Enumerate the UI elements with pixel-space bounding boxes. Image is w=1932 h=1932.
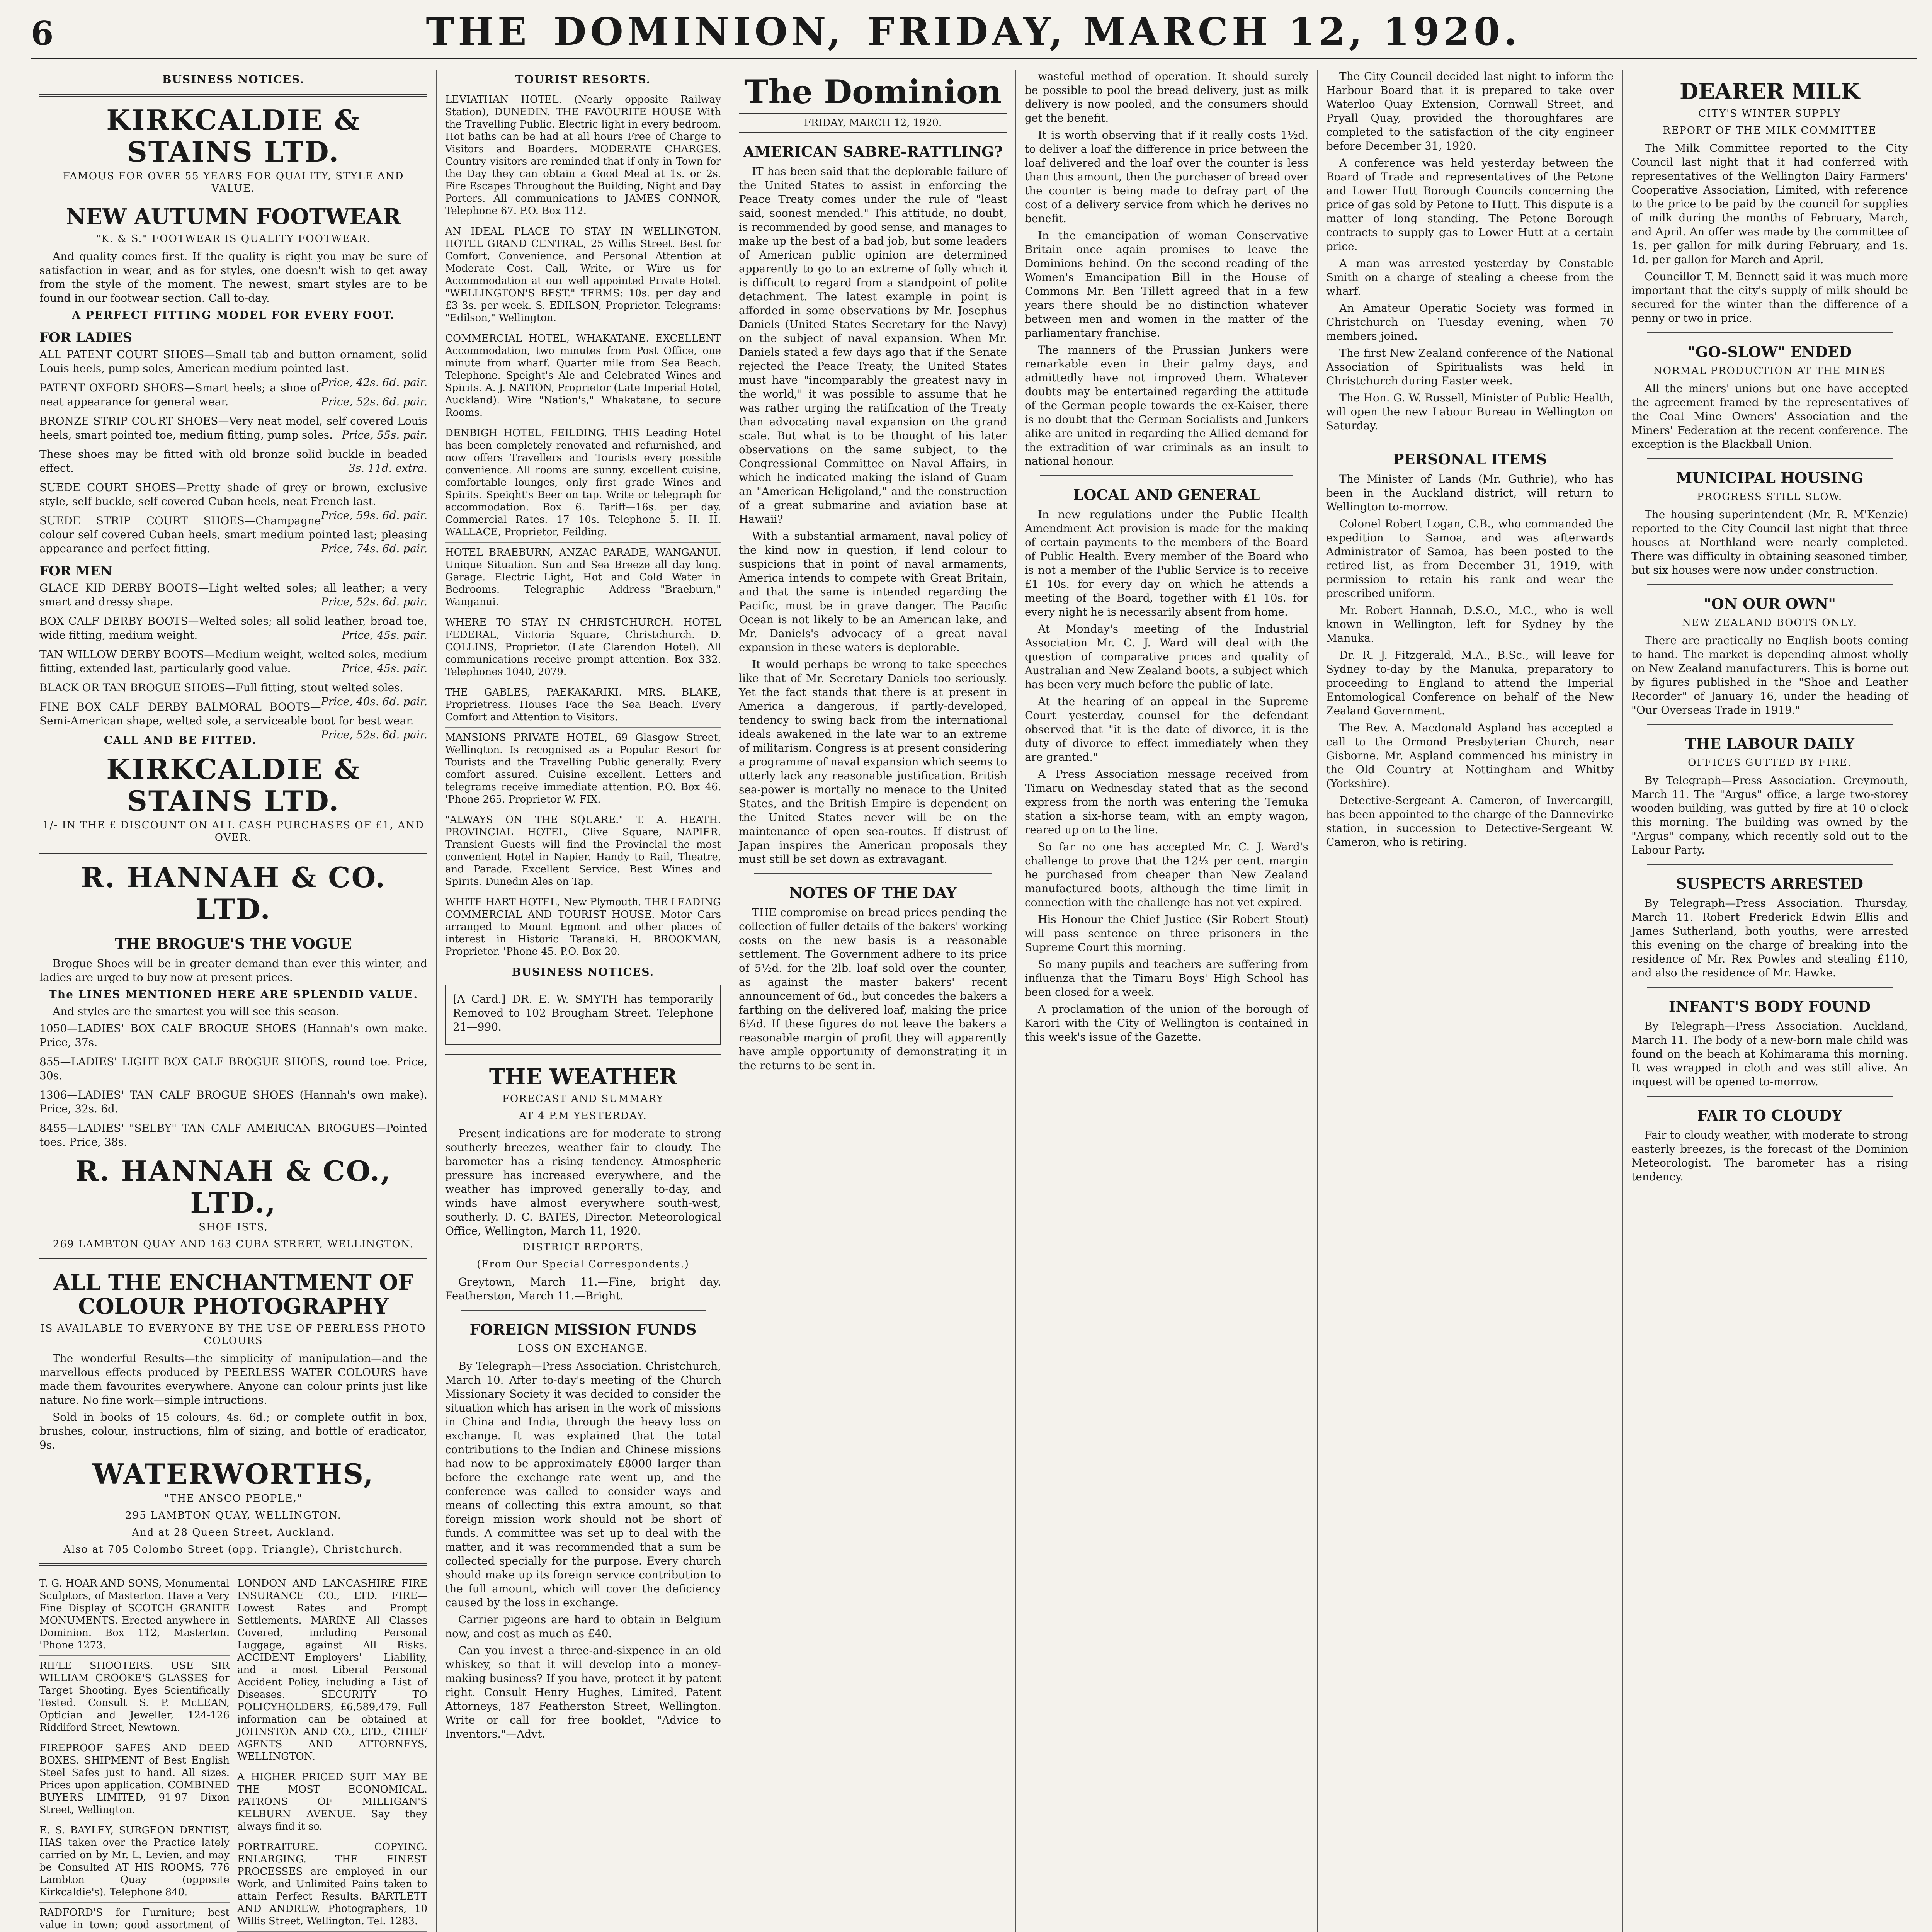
- ad-waterworths-addr1: 295 LAMBTON QUAY, WELLINGTON.: [125, 1510, 342, 1521]
- ladies-item-price: 3s. 11d. extra.: [349, 462, 427, 474]
- ad-photo-sold: Sold in books of 15 colours, 4s. 6d.; or complete outfit in box, brushes, colour, instructions, film of sizing, and bottle of eradicator, 9s.: [39, 1411, 427, 1451]
- local-paragraph: So far no one has accepted Mr. C. J. Ward's challenge to prove that the 12½ per cent. margin he purchased from cheaper than New Zealand manufactured boots, although the time limit in connection with the challenge has not yet expired.: [1025, 840, 1308, 909]
- notes-body: [739, 906, 1007, 1073]
- small-ad: [237, 1767, 427, 1837]
- tourist-ad: [445, 90, 721, 221]
- ad-kirkcaldie-title: KIRKCALDIE & STAINS LTD.: [106, 104, 361, 168]
- tourist-ad-text: THE GABLES, PAEKAKARIKI. MRS. BLAKE, Proprietress. Houses Face the Sea Beach. Every Comfort and Attention to Visitors.: [445, 687, 721, 723]
- men-item-text: BLACK OR TAN BROGUE SHOES—Full fitting, stout welted soles.: [39, 681, 403, 694]
- masthead-date: FRIDAY, MARCH 12, 1920.: [867, 10, 1521, 54]
- ladies-item-text: ALL PATENT COURT SHOES—Small tab and button ornament, solid Louis heels, pump soles, American medium pointed last.: [39, 348, 427, 375]
- news-body: [1326, 70, 1614, 433]
- ad-hannah-foot-sub: SHOE ISTS,: [199, 1221, 268, 1233]
- fair-body: Fair to cloudy weather, with moderate to strong easterly breezes, is the forecast of the Dominion Meteorologist. The barometer has a rising tendency.: [1631, 1129, 1908, 1183]
- small-ad-text: RADFORD'S for Furniture; best value in town; good assortment of: [39, 1907, 230, 1931]
- ad-waterworths-addr2: And at 28 Queen Street, Auckland.: [132, 1527, 335, 1538]
- ad-kirkcaldie-perfect: A PERFECT FITTING MODEL FOR EVERY FOOT.: [72, 309, 395, 321]
- ad-photo-title: ALL THE ENCHANTMENT OF COLOUR PHOTOGRAPHY: [53, 1270, 413, 1319]
- paper-dateline: FRIDAY, MARCH 12, 1920.: [739, 113, 1007, 133]
- hannah-item: 1306—LADIES' TAN CALF BROGUE SHOES (Hannah's own make). Price, 32s. 6d.: [39, 1088, 427, 1115]
- men-item-price: Price, 52s. 6d. pair.: [321, 595, 427, 608]
- ad-hannah-title: R. HANNAH & CO. LTD.: [80, 861, 386, 925]
- tourist-ad-text: WHITE HART HOTEL, New Plymouth. THE LEADING COMMERCIAL AND TOURIST HOUSE. Motor Cars arranged to Mount Egmont and other places of interest in Historic Taranaki. H. BROOKMAN, Proprietor. 'Phone 45. P.O. Box 20.: [445, 896, 721, 957]
- ladies-item-text: SUEDE STRIP COURT SHOES—Champagne colour self covered Cuban heels, smart medium pointed last; pleasing appearance and perfect fitting.: [39, 514, 427, 555]
- ad-hannah-foot-title: R. HANNAH & CO., LTD.,: [75, 1155, 392, 1219]
- paper-title: The Dominion: [744, 73, 1002, 111]
- milk-paragraph: Councillor T. M. Bennett said it was much more important that the city's supply of milk should be secured for the winter than the difference of a penny or two in price.: [1631, 270, 1908, 325]
- milk-title: DEARER MILK: [1679, 79, 1860, 104]
- masthead-the: THE: [426, 10, 531, 54]
- small-ad: [39, 1903, 230, 1932]
- own-body: There are practically no English boots coming to hand. The market is depending almost wholly on New Zealand manufacturers. This is borne out by figures published in the "Shoe and Leather Recorder" of January 16, under the heading of "Our Overseas Trade in 1919.": [1631, 634, 1908, 716]
- ladies-item-text: These shoes may be fitted with old bronze solid buckle in beaded effect.: [39, 448, 427, 474]
- men-item-price: Price, 45s. pair.: [342, 662, 427, 675]
- tourist-ad-text: COMMERCIAL HOTEL, WHAKATANE. EXCELLENT Accommodation, two minutes from Post Office, one minute from wharf. Quarter mile from Sea Beach. Telephone. Speight's Ale and Celebrated Wines and Spirits. A. J. NATION, Proprietor (Late Imperial Hotel, Auckland). Wire "Nation's," Whakatane, to secure Rooms.: [445, 333, 721, 418]
- ad-waterworths-addr3: Also at 705 Colombo Street (opp. Triangle), Christchurch.: [63, 1544, 403, 1555]
- ladies-item-price: Price, 59s. 6d. pair.: [321, 509, 427, 522]
- editorial-paragraph: It would perhaps be wrong to take speeches like that of Mr. Secretary Daniels too seriously. Yet the fact stands that there is at present in America a dangerous, if partly-developed, tendency to swing back from the international ideals awakened in the late war to an extreme of militarism. Congress is at present considering a programme of naval expansion which seems to utterly lack any reasonable justification. British sea-power is mortally no menace to the United States, and the British Empire is dependent on the United States never will be on the maintenance of open sea-routes. If distrust of Japan inspires the American proposals they must still be set down as extravagant.: [739, 658, 1007, 866]
- news-paragraph: The City Council decided last night to inform the Harbour Board that it is prepared to take over Waterloo Quay Extension, Cornwall Street, and Pryall Quay, provided the thoroughfares are completed to the satisfaction of the city engineer before December 31, 1920.: [1326, 70, 1614, 152]
- milk-sub: CITY'S WINTER SUPPLY: [1698, 108, 1841, 119]
- small-ads-grid: [39, 1573, 427, 1932]
- ladies-head: FOR LADIES: [39, 330, 132, 345]
- ladies-list: [39, 348, 427, 556]
- business-label-2: BUSINESS NOTICES.: [512, 966, 655, 978]
- card-ad: [445, 985, 721, 1045]
- personal-body: [1326, 472, 1614, 849]
- local-paragraph: At Monday's meeting of the Industrial Association Mr. C. J. Ward will deal with the question of comparative prices and quality of Australian and New Zealand boots, a subject which has been very much before the public of late.: [1025, 622, 1308, 691]
- hannah-item: 855—LADIES' LIGHT BOX CALF BROGUE SHOES, round toe. Price, 30s.: [39, 1055, 427, 1082]
- ladies-item-text: SUEDE COURT SHOES—Pretty shade of grey or brown, exclusive style, self buckle, self covered Cuban heels, neat French last.: [39, 481, 427, 508]
- personal-paragraph: Mr. Robert Hannah, D.S.O., M.C., who is well known in Wellington, left for Sydney by the Manuka.: [1326, 604, 1614, 645]
- local-head: LOCAL AND GENERAL: [1073, 486, 1260, 503]
- news-paragraph: A man was arrested yesterday by Constable Smith on a charge of stealing a cheese from the wharf.: [1326, 257, 1614, 298]
- labour-body: By Telegraph—Press Association. Greymouth, March 11. The "Argus" office, a large two-storey wooden building, was gutted by fire at 10 o'clock this morning. The building was owned by the "Argus" company, which recently sold out to the Labour Party.: [1631, 774, 1908, 856]
- weather-time: AT 4 P.M YESTERDAY.: [519, 1110, 647, 1122]
- column-tourist-resorts: [437, 70, 730, 1932]
- suspects-body: By Telegraph—Press Association. Thursday, March 11. Robert Frederick Edwin Ellis and James Sutherland, both youths, were arrested this evening on the charge of breaking into the residence of Mr. Rex Powles and stealing £110, and also the residence of Mr. Hawke.: [1631, 897, 1908, 979]
- ad-hannah-head: THE BROGUE'S THE VOGUE: [115, 935, 352, 952]
- small-ad-text: LONDON AND LANCASHIRE FIRE INSURANCE CO., LTD. FIRE—Lowest Rates and Prompt Settlements. MARINE—All Classes Covered, including Personal Luggage, against All Risks. ACCIDENT—Employers' Liability, and a most Liberal Personal Accident Policy, including a List of Diseases. SECURITY TO POLICYHOLDERS, £6,589,479. Full information can be obtained at JOHNSTON AND CO., LTD., CHIEF AGENTS AND ATTORNEYS, WELLINGTON.: [237, 1578, 427, 1762]
- slow-title: "GO-SLOW" ENDED: [1687, 343, 1852, 361]
- labour-title: THE LABOUR DAILY: [1685, 735, 1855, 752]
- card-ad-text: [A Card.] DR. E. W. SMYTH has temporarily Removed to 102 Brougham Street. Telephone 21—990.: [453, 993, 713, 1033]
- tourist-ad-text: MANSIONS PRIVATE HOTEL, 69 Glasgow Street, Wellington. Is recognised as a Popular Resort for Tourists and the Travelling Public generally. Every comfort assured. Cuisine excellent. Letters and telegrams receive immediate attention. P.O. Box 46. 'Phone 265. Proprietor W. FIX.: [445, 732, 721, 805]
- tourist-ad-text: "ALWAYS ON THE SQUARE." T. A. HEATH. PROVINCIAL HOTEL, Clive Square, NAPIER. Transient Guests will find the Provincial the most convenient Hotel in Napier. Handy to Rail, Theatre, and Parade. Excellent Service. Best Wines and Spirits. Dunedin Ales on Tap.: [445, 814, 721, 888]
- small-ad: [39, 1656, 230, 1738]
- ad-kirkcaldie-sub: FAMOUS FOR OVER 55 YEARS FOR QUALITY, STYLE AND VALUE.: [63, 170, 404, 194]
- tourist-ad: [445, 682, 721, 728]
- district-sub: (From Our Special Correspondents.): [477, 1259, 689, 1270]
- tourist-ad: [445, 728, 721, 810]
- tourist-label: TOURIST RESORTS.: [515, 73, 651, 86]
- tourist-list: [445, 90, 721, 962]
- small-ad: [237, 1573, 427, 1767]
- ad-hannah-addr: 269 LAMBTON QUAY AND 163 CUBA STREET, WELLINGTON.: [53, 1238, 414, 1250]
- hannah-item: 1050—LADIES' BOX CALF BROGUE SHOES (Hannah's own make. Price, 37s.: [39, 1022, 427, 1049]
- notes-paragraph: It is worth observing that if it really costs 1½d. to deliver a loaf the difference in price between the loaf delivered and the loaf over the counter is less than this amount, then the purchaser of bread over the counter is being made to defray part of the cost of a delivery service from which he derives no benefit.: [1025, 129, 1308, 225]
- column-business-notices: [31, 70, 437, 1932]
- tourist-ad: [445, 810, 721, 892]
- ad-photo-sub: IS AVAILABLE TO EVERYONE BY THE USE OF PEERLESS PHOTO COLOURS: [41, 1323, 426, 1347]
- weather-title: THE WEATHER: [489, 1064, 677, 1090]
- men-item: [39, 648, 427, 675]
- notes-paragraph: wasteful method of operation. It should surely be possible to pool the bread delivery, just as milk delivery is now pooled, and the consumers should get the benefit.: [1025, 70, 1308, 124]
- milk-body: [1631, 141, 1908, 325]
- small-ad: [39, 1820, 230, 1903]
- milk-paragraph: The Milk Committee reported to the City Council last night that it had conferred with representatives of the Wellington Dairy Farmers' Cooperative Association, Limited, with reference to the price to be paid by the council for supplies of milk during the months of February, March, and April. An offer was made by the committee of 1s. per gallon for milk during February, and 1s. 1d. per gallon for March and April.: [1631, 142, 1908, 266]
- local-paragraph: A Press Association message received from Timaru on Wednesday stated that as the second express from the north was entering the Temuka station a six-horse team, with an empty wagon, reared up on to the line.: [1025, 768, 1308, 836]
- personal-paragraph: The Rev. A. Macdonald Aspland has accepted a call to the Ormond Presbyterian Church, near Gisborne. Mr. Aspland commenced his ministry in the Old Country at Nottingham and Whitby (Yorkshire).: [1326, 721, 1614, 790]
- ladies-item-text: BRONZE STRIP COURT SHOES—Very neat model, self covered Louis heels, smart pointed toe, medium fitting, pump soles.: [39, 415, 427, 441]
- men-item: [39, 581, 427, 609]
- ad-hannah-line2: And styles are the smartest you will see this season.: [53, 1005, 340, 1018]
- whiskey-note: Can you invest a three-and-sixpence in an old whiskey, so that it will develop into a money-making business? If you have, protect it by patent right. Consult Henry Hughes, Limited, Patent Attorneys, 187 Featherston Street, Wellington. Write or call for free booklet, "Advice to Inventors."—Advt.: [445, 1644, 721, 1740]
- notes-paragraph: THE compromise on bread prices pending the collection of fuller details of the bakers' working costs on the new basis is a reasonable settlement. The Government adhere to its price of 5½d. for the 2lb. loaf sold over the counter, as against the master bakers' recent announcement of 6d., but concedes the bakers a farthing on the delivered loaf, making the price 6¼d. If these figures do not leave the bakers a reasonable margin of profit they will apparently have ample opportunity of demonstrating it in the returns to be sent in.: [739, 906, 1007, 1072]
- masthead-title: [426, 10, 1521, 58]
- men-item-price: Price, 52s. 6d. pair.: [321, 728, 427, 741]
- editorial-paragraph: With a substantial armament, naval policy of the kind now in question, if lend colour to suspicions that in point of naval armaments, America intends to compete with Great Britain, and that the same is intended regarding the Pacific, must be in grave danger. The Pacific Ocean is not likely to be an American lake, and Mr. Daniels's advocacy of a great naval expansion in these waters is deplorable.: [739, 530, 1007, 654]
- small-ad-text: FIREPROOF SAFES AND DEED BOXES. SHIPMENT of Best English Steel Safes just to hand. All sizes. Prices upon application. COMBINED BUYERS LIMITED, 91-97 Dixon Street, Wellington.: [39, 1742, 230, 1816]
- ladies-item-text: PATENT OXFORD SHOES—Smart heels; a shoe of neat appearance for general wear.: [39, 381, 321, 408]
- small-ad-text: PORTRAITURE. COPYING. ENLARGING. THE FINEST PROCESSES are employed in our Work, and Unlimited Pains taken to attain Perfect Results. BARTLETT AND ANDREW, Photographers, 10 Willis Street, Wellington. Tel. 1283.: [237, 1841, 427, 1927]
- men-head: FOR MEN: [39, 563, 112, 579]
- local-paragraph: So many pupils and teachers are suffering from influenza that the Timaru Boys' High School has been closed for a week.: [1025, 958, 1308, 998]
- district-head: DISTRICT REPORTS.: [522, 1242, 644, 1253]
- editorial-paragraph: IT has been said that the deplorable failure of the United States to assist in enforcing the Peace Treaty comes under the rule of "least said, soonest mended." This attitude, no doubt, is recommended by good sense, and manages to make up the best of a bad job, but some leaders of American public opinion are determined apparently to go to an extreme of folly which it is difficult to regard from a standpoint of polite detachment. The latest example in point is afforded in some observations by Mr. Josephus Daniels (United States Secretary for the Navy) on the subject of naval expansion. When Mr. Daniels stated a few days ago that if the Senate rejected the Peace Treaty, the United States must have "incomparably the greatest navy in the world," it was possible to assume that he was rather urging the ratification of the Treaty than advocating naval expansion on the grand scale. But what is to be thought of his later observations on the same subject, to the Congressional Committee on Naval Affairs, in which he indicated making the island of Guam an "American Heligoland," and the construction of a great submarine and aviation base at Hawaii?: [739, 165, 1007, 526]
- weather-body: Present indications are for moderate to strong southerly breezes, weather fair to cloudy. The barometer has a rising tendency. Atmospheric pressure has increased everywhere, and the weather has improved generally to-day, and winds have almost everywhere south-west, southerly. D. C. BATES, Director. Meteorological Office, Wellington, March 11, 1920.: [445, 1127, 721, 1237]
- small-ad-text: RIFLE SHOOTERS. USE SIR WILLIAM CROOKE'S GLASSES for Target Shooting. Eyes Scientifically Tested. Consult S. P. McLEAN, Optician and Jeweller, 124-126 Riddiford Street, Newtown.: [39, 1660, 230, 1733]
- small-ad: [39, 1738, 230, 1820]
- tourist-ad: [445, 328, 721, 423]
- tourist-ad: [445, 892, 721, 962]
- local-paragraph: In new regulations under the Public Health Amendment Act provision is made for the making of certain payments to the members of the Board of Public Health. Every member of the Board who is not a member of the Public Service is to receive £1 10s. for every day on which he attends a meeting of the Board, together with £1 10s. for every night he is necessarily absent from home.: [1025, 508, 1308, 618]
- ladies-item-price: Price, 52s. 6d. pair.: [321, 395, 427, 408]
- ladies-item: [39, 414, 427, 442]
- ad-waterworths-sub: "THE ANSCO PEOPLE,": [164, 1493, 303, 1504]
- ad-photo-body: The wonderful Results—the simplicity of manipulation—and the marvellous effects produced by PEERLESS WATER COLOURS have made them favourites everywhere. Anyone can colour prints just like nature. No fine work—simple intructions.: [39, 1352, 427, 1406]
- small-ads-right: [237, 1573, 427, 1932]
- page-number: 6: [31, 14, 54, 53]
- local-body: [1025, 508, 1308, 1044]
- section-label: BUSINESS NOTICES.: [162, 73, 305, 86]
- tourist-ad-text: AN IDEAL PLACE TO STAY IN WELLINGTON. HOTEL GRAND CENTRAL, 25 Willis Street. Best for Comfort, Convenience, and Personal Attention at Moderate Cost. Call, Write, or Wire us for Accommodation at our well appointed Private Hotel. "WELLINGTON'S BEST." TERMS: 10s. per day and £3 3s. per week. S. EDILSON, Proprietor. Telegrams: "Edilson," Wellington.: [445, 226, 721, 324]
- notes-head: NOTES OF THE DAY: [789, 884, 957, 901]
- tourist-ad: [445, 612, 721, 682]
- ladies-item: [39, 447, 427, 475]
- weather-sub: FORECAST AND SUMMARY: [502, 1093, 664, 1105]
- ad-kirkcaldie-intro: And quality comes first. If the quality is right you may be sure of satisfaction in wear, and as for styles, one doesn't wish to get away from the style of the moment. The newest, smart styles are to be found in our footwear section. Call to-day.: [39, 250, 427, 304]
- tourist-ad: [445, 423, 721, 543]
- men-item-text: GLACE KID DERBY BOOTS—Light welted soles; all leather; a very smart and dressy shape.: [39, 582, 427, 608]
- ad-hannah-line: The LINES MENTIONED HERE ARE SPLENDID VALUE.: [48, 988, 418, 1001]
- ad-kirkcaldie-foot-title: KIRKCALDIE & STAINS LTD.: [106, 753, 361, 817]
- own-title: "ON OUR OWN": [1703, 595, 1836, 612]
- notes-paragraph: The manners of the Prussian Junkers were remarkable even in their palmy days, and admittedly have not improved them. Whatever doubts may be entertained regarding the attitude of the German people towards the ex-Kaiser, there is no doubt that the German Socialists and Junkers alike are united in regarding the Allied demand for the extradition of war criminals as an insult to national honour.: [1025, 344, 1308, 468]
- notes-paragraph: In the emancipation of woman Conservative Britain once again promises to leave the Dominions behind. On the second reading of the Women's Emancipation Bill in the House of Commons Mr. Ben Tillett agreed that in a few years there should be no distinction whatever between men and women in the matter of the parliamentary franchise.: [1025, 229, 1308, 339]
- ladies-item: [39, 348, 427, 389]
- ladies-item-price: Price, 74s. 6d. pair.: [321, 542, 427, 555]
- column-editorial: [730, 70, 1016, 1932]
- column-news: [1318, 70, 1623, 1932]
- masthead-name: DOMINION,: [553, 10, 845, 54]
- small-ad: [39, 1573, 230, 1656]
- housing-sub: PROGRESS STILL SLOW.: [1697, 491, 1843, 503]
- men-item: [39, 614, 427, 642]
- small-ad-text: A HIGHER PRICED SUIT MAY BE THE MOST ECONOMICAL. PATRONS OF MILLIGAN'S KELBURN AVENUE. Say they always find it so.: [237, 1771, 427, 1832]
- news-paragraph: A conference was held yesterday between the Board of Trade and representatives of the Petone and Lower Hutt Borough Councils concerning the price of gas sold by Petone to Hutt. This dispute is a matter of long standing. The Petone Borough contracts to supply gas to Lower Hutt at a certain price.: [1326, 156, 1614, 253]
- news-paragraph: An Amateur Operatic Society was formed in Christchurch on Tuesday evening, when 70 members joined.: [1326, 302, 1614, 342]
- tourist-ad-text: WHERE TO STAY IN CHRISTCHURCH. HOTEL FEDERAL, Victoria Square, Christchurch. D. COLLINS, Proprietor. (Late Clarendon Hotel). All communications receive prompt attention. Box 332. Telephones 1040, 2079.: [445, 617, 721, 678]
- men-item-text: TAN WILLOW DERBY BOOTS—Medium weight, welted soles, medium fitting, extended last, particularly good value.: [39, 648, 427, 675]
- hannah-list: [39, 1022, 427, 1149]
- ad-kirkcaldie-close: CALL AND BE FITTED.: [104, 734, 257, 747]
- infant-body: By Telegraph—Press Association. Auckland, March 11. The body of a new-born male child was found on the beach at Kohimarama this morning. It was wrapped in cloth and was still alive. An inquest will be opened to-morrow.: [1631, 1020, 1908, 1088]
- tourist-ad-text: LEVIATHAN HOTEL. (Nearly opposite Railway Station), DUNEDIN. THE FAVOURITE HOUSE With the Travelling Public. Electric light in every bedroom. Hot baths can be had at all hours Free of Charge to Visitors and Boarders. MODERATE CHARGES. Country visitors are reminded that if only in Town for the Day they can obtain a Good Meal at 1s. or 2s. Fire Escapes Throughout the Building, Night and Day Porters. All communications to JAMES CONNOR, Telephone 67. P.O. Box 112.: [445, 94, 721, 217]
- editorial-body: [739, 165, 1007, 866]
- ad-kirkcaldie-head: NEW AUTUMN FOOTWEAR: [66, 204, 401, 230]
- local-paragraph: A proclamation of the union of the borough of Karori with the City of Wellington is contained in this week's issue of the Gazette.: [1025, 1003, 1308, 1043]
- ladies-item: [39, 481, 427, 522]
- small-ad-text: T. G. HOAR AND SONS, Monumental Sculptors, of Masterton. Have a Very Fine Display of SCOTCH GRANITE MONUMENTS. Erected anywhere in Dominion. Box 112, Masterton. 'Phone 1273.: [39, 1578, 230, 1651]
- small-ads-left: [39, 1573, 230, 1932]
- housing-title: MUNICIPAL HOUSING: [1676, 469, 1864, 486]
- tourist-ad-text: DENBIGH HOTEL, FEILDING. THIS Leading Hotel has been completely renovated and refurnished, and now offers Travellers and Tourists every possible convenience. All rooms are sunny, excellent cuisine, comfortable lounges, only first grade Wines and Spirits. Speight's Beer on tap. Write or telegraph for accommodation. Box 6. Tariff—16s. per day. Commercial Rates. 17 10s. Telephone 5. H. H. WALLACE, Proprietor, Feilding.: [445, 427, 721, 538]
- ad-hannah-intro: Brogue Shoes will be in greater demand than ever this winter, and ladies are urged to buy now at present prices.: [39, 957, 427, 984]
- tourist-ad-text: HOTEL BRAEBURN, ANZAC PARADE, WANGANUI. Unique Situation. Sun and Sea Breeze all day long. Garage. Electric Light, Hot and Cold Water in Bedrooms. Telegraphic Address—"Braeburn," Wanganui.: [445, 547, 721, 608]
- own-sub: NEW ZEALAND BOOTS ONLY.: [1682, 617, 1857, 629]
- local-paragraph: His Honour the Chief Justice (Sir Robert Stout) will pass sentence on three prisoners in the Supreme Court this morning.: [1025, 913, 1308, 954]
- local-paragraph: At the hearing of an appeal in the Supreme Court yesterday, counsel for the defendant observed that "it is the date of divorce, it is the duty of divorce to effect immediately when they are granted.": [1025, 695, 1308, 764]
- men-item-text: BOX CALF DERBY BOOTS—Welted soles; all solid leather, broad toe, wide fitting, medium weight.: [39, 615, 427, 641]
- men-item-price: Price, 40s. 6d. pair.: [321, 695, 427, 708]
- foreign-body: By Telegraph—Press Association. Christchurch, March 10. After to-day's meeting of the Church Missionary Society it was decided to consider the situation which has arisen in the work of missions in China and India, through the heavy loss on exchange. It was explained that the total contributions to the Indian and Chinese missions had now to be approximately £8000 larger than before the exchange rate went up, and the conference was called to consider ways and means of collecting this extra amount, so that foreign mission work should not be short of funds. A committee was set up to deal with the matter, and it was recommended that a sum be collected specially for the purpose. Every church should make up its foreign service contribution to the full amount, which will cover the deficiency caused by the loss in exchange.: [445, 1360, 721, 1609]
- personal-head: PERSONAL ITEMS: [1393, 451, 1547, 468]
- fair-title: FAIR TO CLOUDY: [1697, 1107, 1842, 1124]
- infant-title: INFANT'S BODY FOUND: [1668, 998, 1871, 1015]
- news-paragraph: The Hon. G. W. Russell, Minister of Public Health, will open the new Labour Bureau in Wellington on Saturday.: [1326, 391, 1614, 432]
- tourist-ad: [445, 221, 721, 328]
- personal-paragraph: Dr. R. J. Fitzgerald, M.A., B.Sc., will leave for Sydney to-day by the Manuka, preparatory to proceeding to England to attend the Imperial Entomological Conference on behalf of the New Zealand Government.: [1326, 649, 1614, 717]
- hannah-item: 8455—LADIES' "SELBY" TAN CALF AMERICAN BROGUES—Pointed toes. Price, 38s.: [39, 1122, 427, 1148]
- column-briefs: [1623, 70, 1917, 1932]
- editorial-head: AMERICAN SABRE-RATTLING?: [743, 143, 1003, 160]
- ad-waterworths-title: WATERWORTHS,: [92, 1458, 374, 1490]
- housing-body: The housing superintendent (Mr. R. M'Kenzie) reported to the City Council last night that three houses at Northland were nearly completed. There was difficulty in obtaining seasoned timber, but six houses were now under construction.: [1631, 508, 1908, 577]
- men-item-price: Price, 45s. pair.: [342, 629, 427, 641]
- small-ad: [237, 1837, 427, 1932]
- personal-paragraph: Colonel Robert Logan, C.B., who commanded the expedition to Samoa, and was afterwards Administrator of Samoa, has been posted to the retired list, as from December 31, 1919, with permission to retain his rank and wear the prescribed uniform.: [1326, 517, 1614, 600]
- tourist-ad: [445, 543, 721, 612]
- notes-continued: [1025, 70, 1308, 468]
- masthead: [31, 10, 1917, 60]
- slow-body: All the miners' unions but one have accepted the agreement framed by the representatives of the Coal Mine Owners' Association and the Miners' Federation at the recent conference. The exception is the Blackball Union.: [1631, 382, 1908, 451]
- labour-sub: OFFICES GUTTED BY FIRE.: [1688, 757, 1852, 769]
- personal-paragraph: The Minister of Lands (Mr. Guthrie), who has been in the Auckland district, will return to Wellington to-morrow.: [1326, 473, 1614, 513]
- foreign-sub: LOSS ON EXCHANGE.: [518, 1343, 648, 1354]
- columns: [31, 70, 1917, 1932]
- slow-sub: NORMAL PRODUCTION AT THE MINES: [1653, 365, 1886, 377]
- suspects-title: SUSPECTS ARRESTED: [1676, 875, 1863, 892]
- column-local: [1016, 70, 1318, 1932]
- ladies-item-price: Price, 42s. 6d. pair.: [321, 376, 427, 389]
- district-body: Greytown, March 11.—Fine, bright day. Featherston, March 11.—Bright.: [445, 1276, 721, 1302]
- ad-kirkcaldie-tag: "K. & S." FOOTWEAR IS QUALITY FOOTWEAR.: [96, 233, 371, 245]
- ad-kirkcaldie-foot: 1/- IN THE £ DISCOUNT ON ALL CASH PURCHASES OF £1, AND OVER.: [43, 820, 424, 844]
- foreign-title: FOREIGN MISSION FUNDS: [469, 1321, 697, 1338]
- carrier-note: Carrier pigeons are hard to obtain in Belgium now, and cost as much as £40.: [445, 1613, 721, 1640]
- personal-paragraph: Detective-Sergeant A. Cameron, of Invercargill, has been appointed to the charge of the Dannevirke station, in succession to Detective-Sergeant W. Cameron, who is retiring.: [1326, 794, 1614, 849]
- small-ad-text: E. S. BAYLEY, SURGEON DENTIST, HAS taken over the Practice lately carried on by Mr. L. Levien, and may be Consulted AT HIS ROOMS, 776 Lambton Quay (opposite Kirkcaldie's). Telephone 840.: [39, 1825, 230, 1898]
- ladies-item-price: Price, 55s. pair.: [342, 429, 427, 441]
- news-paragraph: The first New Zealand conference of the National Association of Spiritualists was held in Christchurch during Easter week.: [1326, 347, 1614, 387]
- milk-sub2: REPORT OF THE MILK COMMITTEE: [1663, 125, 1877, 136]
- men-item-text: FINE BOX CALF DERBY BALMORAL BOOTS—Semi-American shape, welted sole, a serviceable boot for best wear.: [39, 701, 414, 727]
- men-item: [39, 681, 427, 708]
